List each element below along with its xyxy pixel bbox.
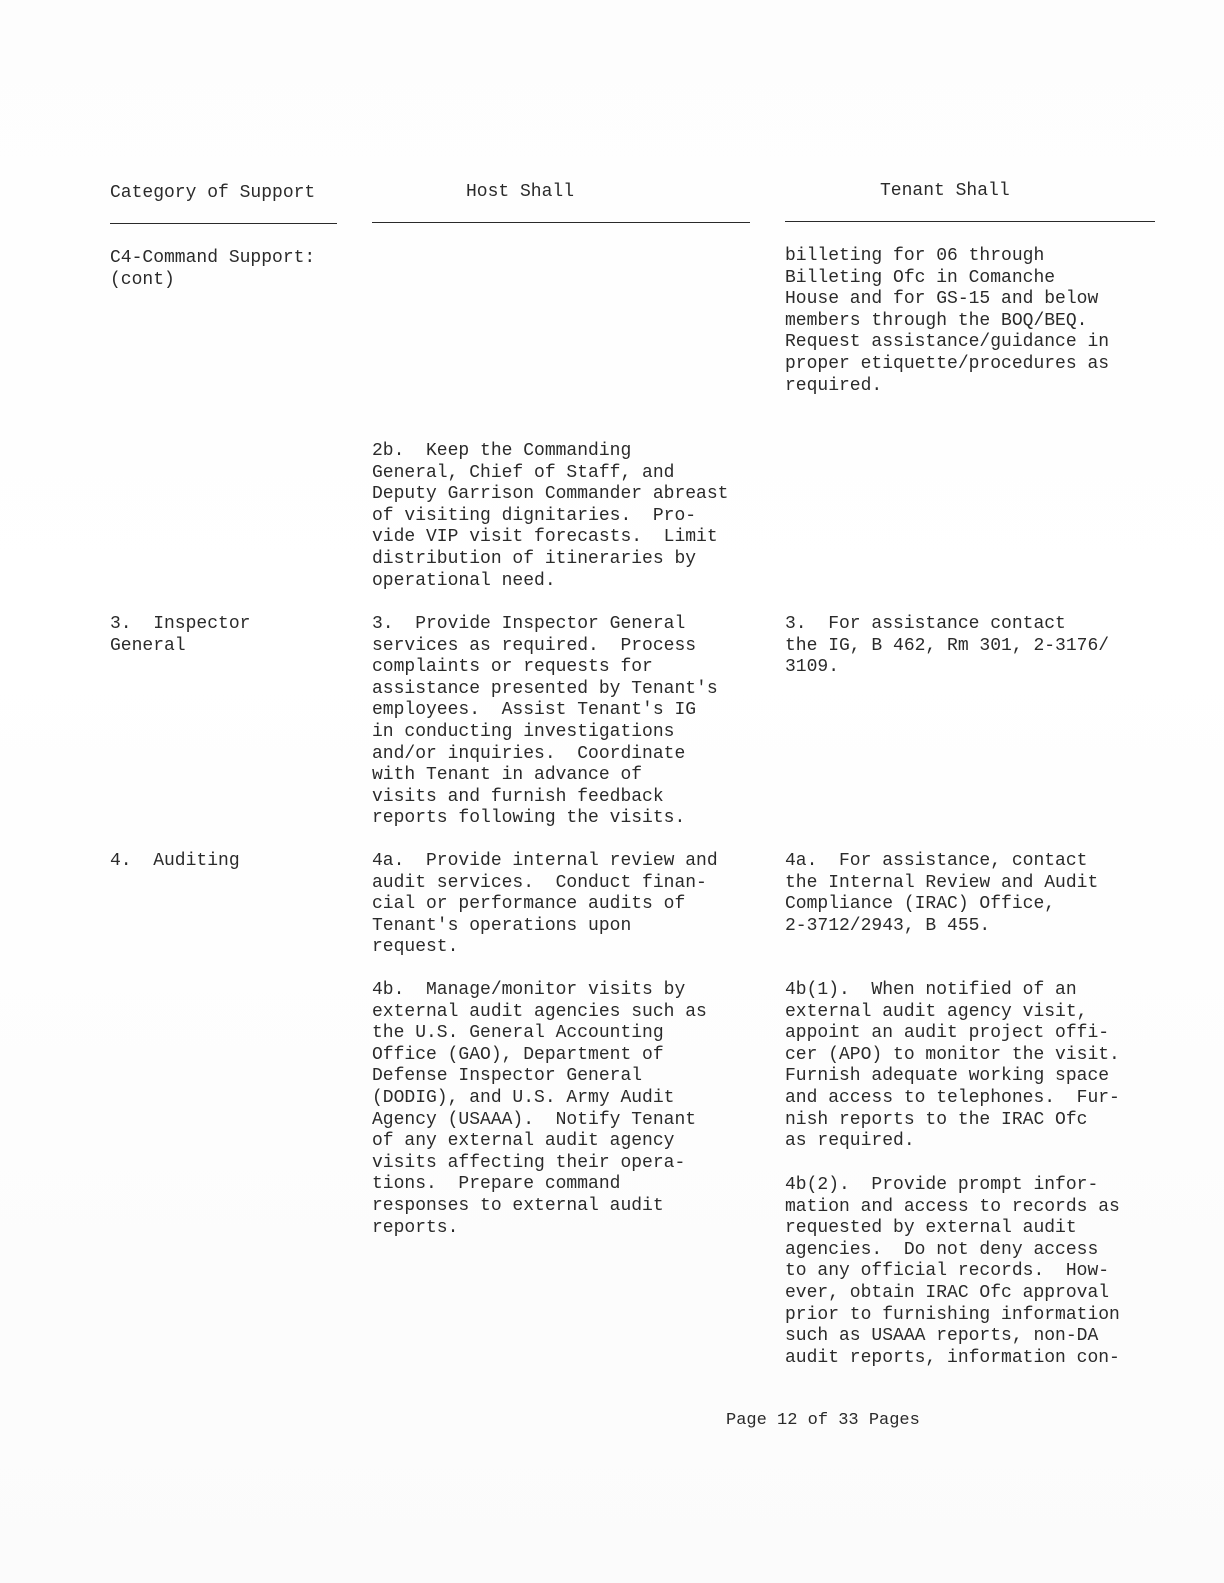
host-auditing-4a: 4a. Provide internal review and audit services. Conduct finan- cial or performance audits of Tenant's operations upon request. (372, 851, 718, 958)
tenant-inspector-general: 3. For assistance contact the IG, B 462, Rm 301, 2-3176/ 3109. (785, 614, 1110, 678)
header-rule-host (372, 222, 750, 223)
page-number: Page 12 of 33 Pages (726, 1411, 920, 1430)
host-inspector-general: 3. Provide Inspector General services as required. Process complaints or requests for assistance presented by Tenant's employees. Assist Tenant's IG in conducting investigations and/or inquiries. Coordinate with Tenant in advance of visits and furnish feedback reports following the visits. (372, 614, 718, 829)
header-tenant-shall: Tenant Shall (880, 181, 1010, 201)
header-host-shall: Host Shall (466, 182, 575, 202)
host-c4-2b: 2b. Keep the Commanding General, Chief of Staff, and Deputy Garrison Commander abreast of visiting dignitaries. Pro- vide VIP visit forecasts. Limit distribution of itineraries by operational need. (372, 441, 729, 591)
tenant-auditing-4b1: 4b(1). When notified of an external audit agency visit, appoint an audit project offi- cer (APO) to monitor the visit. Furnish adequate working space and access to telephones. Fur- nish reports to the IRAC Ofc as required. (785, 980, 1120, 1152)
tenant-auditing-4b2: 4b(2). Provide prompt infor- mation and access to records as requested by external audit agencies. Do not deny access to any official records. How- ever, obtain IRAC Ofc approval prior to furnishing information such as USAAA reports, non-DA audit reports, information con- (785, 1175, 1120, 1368)
category-c4-command-support: C4-Command Support: (cont) (110, 248, 316, 290)
tenant-auditing-4a: 4a. For assistance, contact the Internal Review and Audit Compliance (IRAC) Office, 2-3712/2943, B 455. (785, 851, 1099, 936)
header-rule-category (110, 223, 337, 224)
header-category-of-support: Category of Support (110, 183, 316, 203)
category-auditing: 4. Auditing (110, 851, 240, 871)
host-auditing-4b: 4b. Manage/monitor visits by external audit agencies such as the U.S. General Accounting Office (GAO), Department of Defense Inspector General (DODIG), and U.S. Army Audit Agency (USAAA). Notify Tenant of any external audit agency visits affecting their opera- tions. Prepare command responses to external audit reports. (372, 980, 707, 1238)
category-inspector-general: 3. Inspector General (110, 614, 251, 656)
tenant-c4-billeting: billeting for 06 through Billeting Ofc in Comanche House and for GS-15 and below members through the BOQ/BEQ. Request assistance/guidance in proper etiquette/procedures as required. (785, 246, 1110, 396)
header-rule-tenant (785, 221, 1155, 222)
